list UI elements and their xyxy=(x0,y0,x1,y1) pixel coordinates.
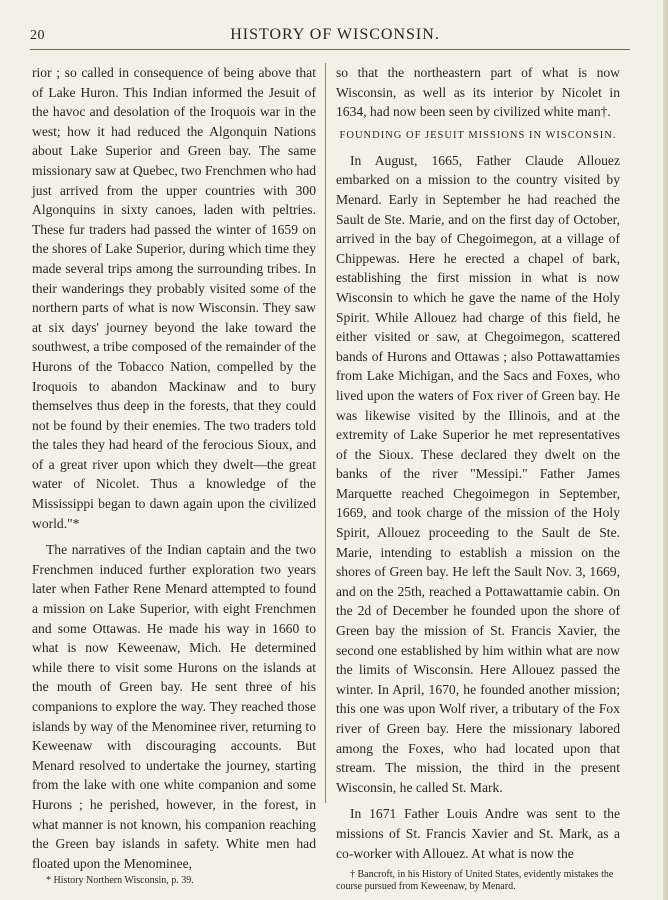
left-paragraph-2: The narratives of the Indian captain and the two Frenchmen induced further exploration two years later when Father Rene Menard attempted to found a mission on Lake Superior, with eight Frenchmen and some Ottawas. He made his way in 1660 to what is now Keweenaw, Mich. He determined while there to visit some Hurons on the islands at the mouth of Green bay. He sent three of his companions to explore the way. They reached those islands by way of the Menominee river, returning to Keweenaw with discouraging accounts. But Menard resolved to undertake the journey, starting from the lake with one white companion and some Hurons ; he perished, however, in the forest, in what manner is not known, his companion reaching the Green bay islands in safety. White men had floated upon the Menominee, xyxy=(32,542,316,871)
page-number: 20 xyxy=(30,28,45,43)
left-paragraph-1: rior ; so called in consequence of being above that of Lake Huron. This Indian informed the Jesuit of the havoc and desolation of the Iroquois war in the west; how it had reduced the Algonquin Nations about Lake Superior and Green bay. The same missionary saw at Quebec, two Frenchmen who had just arrived from the upper countries with 300 Algonquins in sixty canoes, laden with peltries. These fur traders had passed the winter of 1659 on the shores of Lake Superior, during which time they made several trips among the surrounding tribes. In their wanderings they probably visited some of the northern parts of what is now Wisconsin. They saw at six days' journey beyond the lake toward the southwest, a tribe composed of the remainder of the Hurons of the Tobacco Nation, compelled by the Iroquois to abandon Mackinaw and to bury themselves thus deep in the forests, that they could not be found by their enemies. The two traders told the tales they had heard of the ferocious Sioux, and of a great river upon which they dwelt—the great water of Nicolet. Thus a knowledge of the Mississippi began to dawn again upon the civilized world."* xyxy=(32,65,316,531)
running-head: HISTORY OF WISCONSIN. xyxy=(230,26,440,43)
page-header xyxy=(30,24,640,46)
right-footnote: † Bancroft, in his History of United States, evidently mistakes the course pursued from Keweenaw, by Menard. xyxy=(336,869,614,893)
right-paragraph-2: In 1671 Father Louis Andre was sent to the missions of St. Francis Xavier and St. Mark, as a co-worker with Allouez. At what is now the xyxy=(336,806,620,861)
column-divider xyxy=(325,63,326,803)
header-rule xyxy=(30,49,630,50)
left-column xyxy=(32,63,316,887)
right-column xyxy=(336,63,620,893)
left-footnote: * History Northern Wisconsin, p. 39. xyxy=(46,875,194,887)
page-edge xyxy=(663,0,668,900)
section-heading: FOUNDING OF JESUIT MISSIONS IN WISCONSIN. xyxy=(339,129,617,141)
right-opening-paragraph: so that the northeastern part of what is now Wisconsin, as well as its interior by Nicolet in 1634, had now been seen by civilized white man†. xyxy=(336,65,620,120)
right-paragraph-1: In August, 1665, Father Claude Allouez embarked on a mission to the country visited by Menard. Early in September he had reached the Sault de Ste. Marie, and on the first day of October, arrived in the bay of Chegoimegon, at a village of Chippewas. Here he erected a chapel of bark, establishing the first mission in what is now Wisconsin to which he gave the name of the Holy Spirit. While Allouez had charge of this field, he either visited or saw, at Chegoimegon, scattered bands of Hurons and Ottawas ; also Pottawattamies from Lake Michigan, and the Sacs and Foxes, who lived upon the waters of Fox river of Green bay. He was likewise visited by the Illinois, and at the extremity of Lake Superior he met representatives of the Sioux. These declared they dwelt on the banks of the river "Messipi." Father James Marquette reached Chegoimegon in September, 1669, and took charge of the mission of the Holy Spirit, Allouez proceeding to the Sault de Ste. Marie, intending to establish a mission on the shores of Green bay. He left the Sault Nov. 3, 1669, and on the 25th, reached a Pottawattamie cabin. On the 2d of December he founded upon the shore of Green bay the mission of St. Francis Xavier, the second one established by him within what are now the limits of Wisconsin. Here Allouez passed the winter. In April, 1670, he founded another mission; this one was upon Wolf river, a tributary of the Fox river of Green bay. Here the missionary labored among the Foxes, who had located upon that stream. The mission, the third in the present Wisconsin, he called St. Mark. xyxy=(336,152,620,795)
text-columns xyxy=(32,63,632,893)
